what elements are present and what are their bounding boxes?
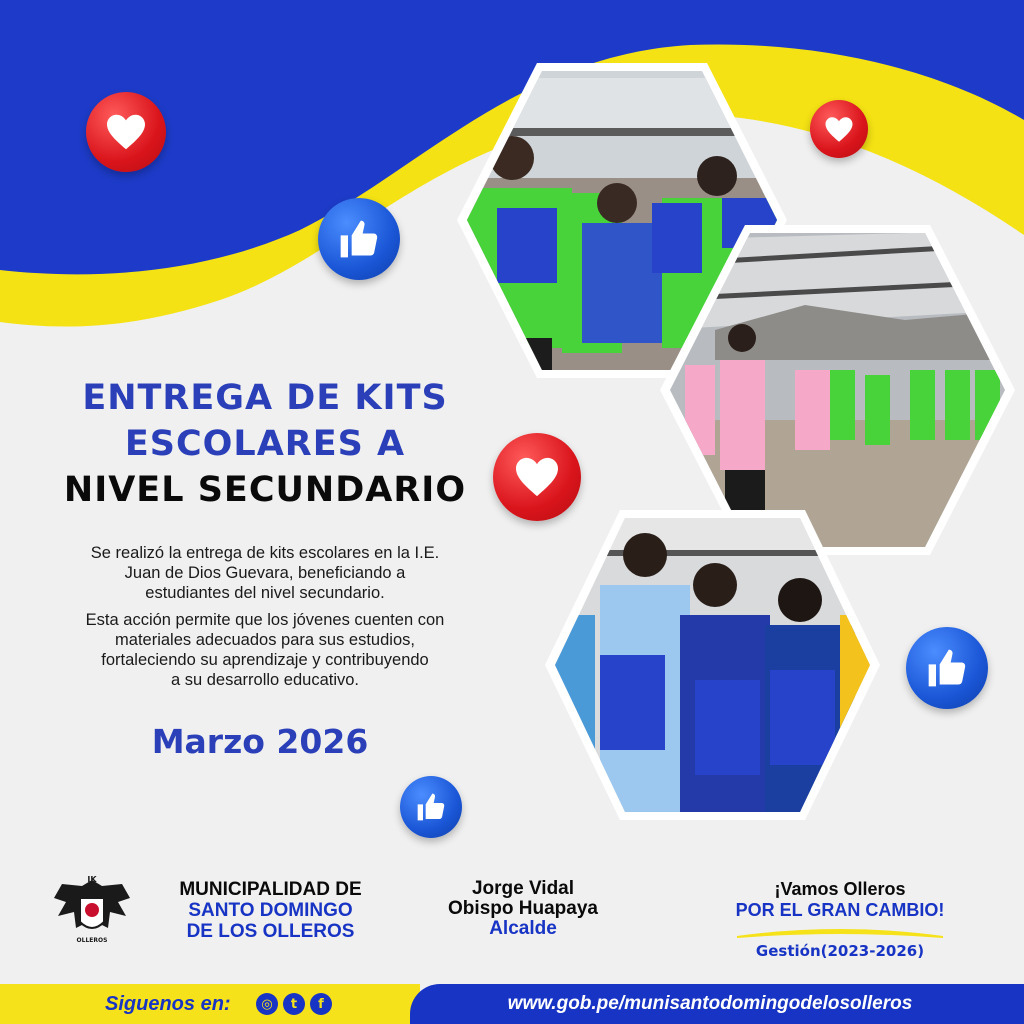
event-date: Marzo 2026 <box>151 722 369 761</box>
mayor-name-2: Obispo Huapaya <box>448 898 598 919</box>
heart-icon <box>493 433 581 521</box>
slogan-underline-swoosh <box>735 925 945 941</box>
description-line: Se realizó la entrega de kits escolares en la I.E. <box>90 544 440 562</box>
gestion-period: Gestión(2023-2026) <box>755 942 925 960</box>
slogan <box>690 879 990 921</box>
municipality-crest-logo <box>52 872 132 944</box>
municipality-name <box>148 879 393 942</box>
website-link[interactable]: www.gob.pe/munisantodomingodelosolleros <box>507 993 913 1014</box>
title-line-3: NIVEL SECUNDARIO <box>63 470 467 510</box>
thumbs-up-icon <box>906 627 988 709</box>
description-line: Juan de Dios Guevara, beneficiando a <box>124 564 406 582</box>
description-line: estudiantes del nivel secundario. <box>145 584 385 602</box>
description-line: fortaleciendo su aprendizaje y contribuyendo <box>101 651 429 669</box>
description-paragraph-1 <box>55 543 475 603</box>
follow-label: Siguenos en: <box>105 993 231 1015</box>
municipality-line-1: MUNICIPALIDAD DE <box>179 879 362 900</box>
photo-students-with-kits <box>540 505 885 825</box>
description-paragraph-2 <box>55 610 475 690</box>
thumbs-up-icon <box>318 198 400 280</box>
municipality-line-3: DE LOS OLLEROS <box>186 921 355 942</box>
mayor-role: Alcalde <box>489 918 557 939</box>
slogan-line-1: ¡Vamos Olleros <box>774 879 906 899</box>
description-line: materiales adecuados para sus estudios, <box>115 631 415 649</box>
crest-label-top: IK <box>87 875 97 884</box>
heart-icon <box>810 100 868 158</box>
title-line-1: ENTREGA DE KITS <box>82 378 448 418</box>
thumbs-up-icon <box>400 776 462 838</box>
mayor-name-1: Jorge Vidal <box>471 878 575 899</box>
facebook-icon[interactable]: f <box>310 993 332 1015</box>
slogan-line-2: POR EL GRAN CAMBIO! <box>735 900 945 920</box>
instagram-icon[interactable]: ◎ <box>256 993 278 1015</box>
heart-icon <box>86 92 166 172</box>
description-line: Esta acción permite que los jóvenes cuenten con <box>85 611 445 629</box>
title-line-2: ESCOLARES A <box>124 424 406 464</box>
municipality-line-2: SANTO DOMINGO <box>188 900 353 921</box>
crest-label-bottom: OLLEROS <box>76 937 108 944</box>
mayor-info <box>418 879 628 939</box>
description-line: a su desarrollo educativo. <box>170 671 360 689</box>
twitter-icon[interactable]: t <box>283 993 305 1015</box>
